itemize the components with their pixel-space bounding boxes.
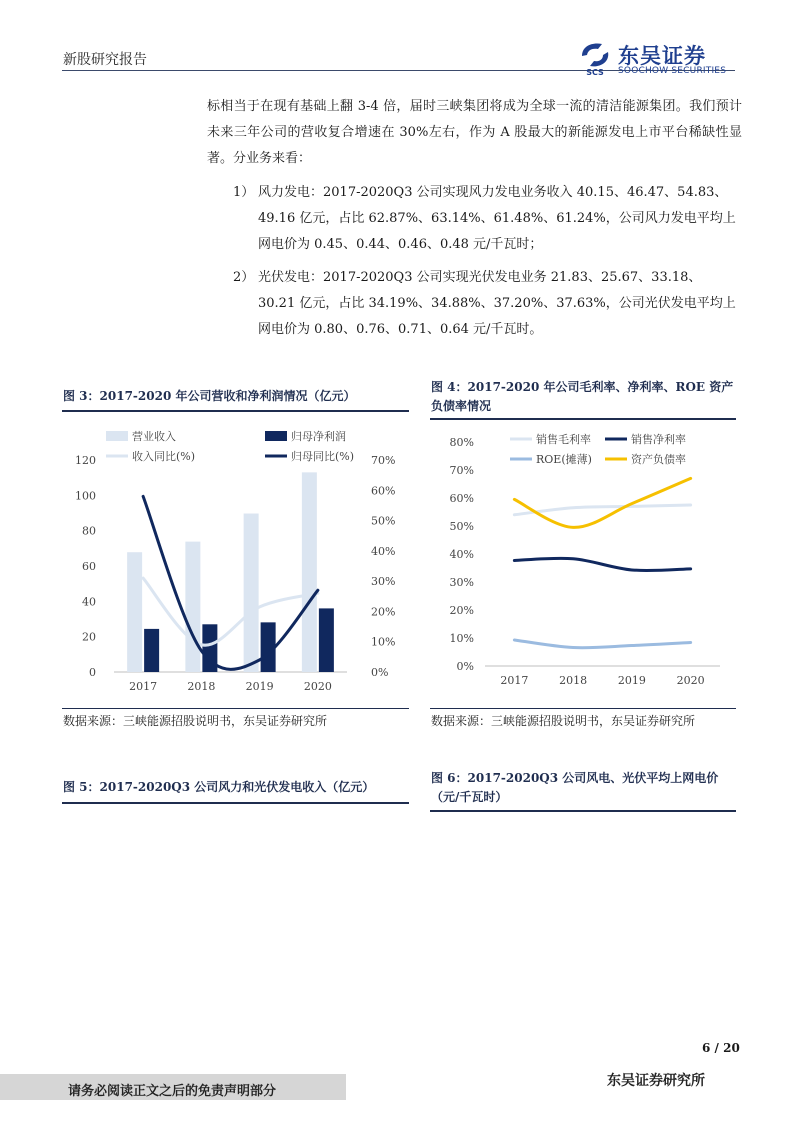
x-axis-tick-label: 2018 [559,674,588,687]
y-axis-tick-label: 30% [449,576,474,589]
figure-3-top-rule [62,410,409,412]
x-axis-tick-label: 2019 [617,674,646,687]
y-axis-tick-label: 80% [449,436,474,449]
list-item-number: 2） [233,270,255,285]
logo-mark-text: SCS [586,68,604,76]
left-axis-tick-label: 40 [82,595,96,609]
legend-swatch [265,431,287,441]
left-axis-tick-label: 0 [89,666,96,679]
x-axis-tick-label: 2017 [129,680,158,693]
figure-3-source: 数据来源：三峡能源招股说明书，东吴证券研究所 [63,714,328,728]
figure-4-chart [430,424,736,708]
legend-label: 归母净利润 [291,430,346,443]
figure-5-top-rule [62,802,409,804]
bar-revenue [302,472,317,672]
right-axis-tick-label: 10% [371,635,396,649]
series-line-gross-margin [514,505,690,515]
logo-english-name: SOOCHOW SECURITIES [618,66,727,76]
bar-net-profit [319,608,334,672]
figure-5-title: 图 5：2017-2020Q3 公司风力和光伏发电收入（亿元） [63,780,375,794]
legend-swatch [106,431,128,441]
y-axis-tick-label: 0% [456,660,474,673]
series-line-profit-yoy [143,496,318,669]
revenue-profit-chart [62,420,409,708]
left-axis-tick-label: 60 [82,560,96,573]
x-axis-tick-label: 2019 [245,680,274,693]
legend-label: 营业收入 [132,430,176,443]
y-axis-tick-label: 10% [449,632,474,645]
figure-4-title: 图 4：2017-2020 年公司毛利率、净利率、ROE 资产负债率情况 [431,380,734,413]
left-axis-tick-label: 100 [75,489,96,503]
legend-label: 收入同比(%) [132,450,196,463]
legend-label: 归母同比(%) [291,450,355,463]
x-axis-tick-label: 2020 [303,680,332,693]
figure-4-source: 数据来源：三峡能源招股说明书，东吴证券研究所 [431,714,696,728]
bar-net-profit [144,629,159,672]
figure-3-bottom-rule [62,708,409,709]
right-axis-tick-label: 50% [371,514,396,528]
y-axis-tick-label: 40% [449,548,474,561]
x-axis-tick-label: 2020 [676,674,705,687]
series-line-net-margin [514,558,690,570]
figure-4-bottom-rule [430,708,736,709]
legend-label: ROE(摊薄) [536,453,592,466]
list-item-number: 1） [233,185,255,200]
right-axis-tick-label: 70% [371,454,396,467]
figure-3-title: 图 3：2017-2020 年公司营收和净利润情况（亿元） [63,389,356,403]
y-axis-tick-label: 60% [449,492,474,505]
margin-ratio-chart [430,424,736,708]
left-axis-tick-label: 20 [82,630,96,644]
bar-revenue [127,552,142,672]
legend-label: 资产负债率 [631,453,686,466]
figure-6-top-rule [430,810,736,812]
y-axis-tick-label: 20% [449,604,474,617]
series-line-roe [514,640,690,648]
figure-3-chart [62,420,409,708]
legend-label: 销售毛利率 [536,433,591,446]
figure-6-title: 图 6：2017-2020Q3 公司风电、光伏平均上网电价（元/千瓦时） [431,771,719,804]
left-axis-tick-label: 120 [75,454,96,467]
list-item-text: 风力发电：2017-2020Q3 公司实现风力发电业务收入 40.15、46.47、54.83、49.16 亿元，占比 62.87%、63.14%、61.48%、61.24%，公司风力发电平均上网电价为 0.45、0.44、0.46、0.48 元/千瓦时； [258,185,736,252]
logo-chinese-name: 东吴证券 [618,44,706,68]
body-paragraph: 标相当于在现有基础上翻 3-4 倍，届时三峡集团将成为全球一流的清洁能源集团。我们预计未来三年公司的营收复合增速在 30%左右，作为 A 股最大的新能源发电上市平台稀缺性显著。分业务来看： [207,99,742,166]
footer-brand: 东吴证券研究所 [607,1073,705,1089]
x-axis-tick-label: 2017 [500,674,529,687]
right-axis-tick-label: 0% [371,666,389,679]
legend-label: 销售净利率 [631,433,686,446]
x-axis-tick-label: 2018 [187,680,216,693]
right-axis-tick-label: 60% [371,484,396,498]
series-line-debt-ratio [514,478,690,527]
bar-revenue [185,542,200,672]
logo-mark-icon [578,40,612,76]
footer-disclaimer: 请务必阅读正文之后的免责声明部分 [68,1084,277,1099]
left-axis-tick-label: 80 [82,524,96,538]
y-axis-tick-label: 70% [449,464,474,477]
right-axis-tick-label: 30% [371,575,396,589]
y-axis-tick-label: 50% [449,520,474,533]
list-item-text: 光伏发电：2017-2020Q3 公司实现光伏发电业务 21.83、25.67、33.18、30.21 亿元，占比 34.19%、34.88%、37.20%、37.63%，公司光伏发电平均上网电价为 0.80、0.76、0.71、0.64 元/千瓦时。 [258,270,736,337]
page-number: 6 / 20 [702,1041,740,1055]
right-axis-tick-label: 40% [371,544,396,558]
figure-4-top-rule [430,418,736,420]
right-axis-tick-label: 20% [371,605,396,619]
series-line-revenue-yoy [143,578,318,645]
company-logo [578,38,748,82]
report-type-label: 新股研究报告 [63,52,147,68]
bar-revenue [244,514,259,672]
